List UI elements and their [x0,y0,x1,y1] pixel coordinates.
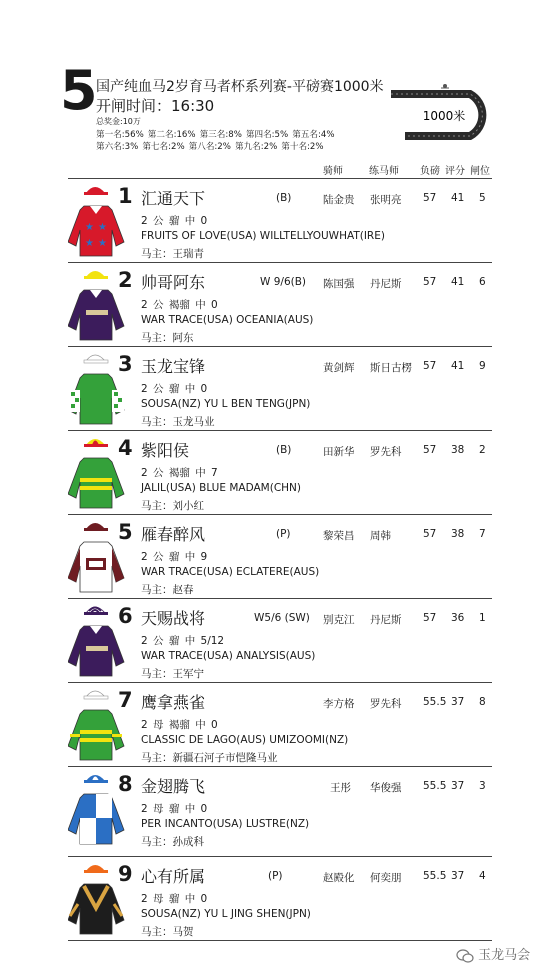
horse-jockey: 赵殿化 [323,872,355,884]
horse-info: 2 母 褐骝 中 0 [141,719,218,731]
race-number: 5 [60,59,98,122]
prize-total: 总奖金:10万 [96,117,141,126]
prize-row-1: 第一名:56% 第二名:16% 第三名:8% 第四名:5% 第五名:4% [96,130,335,140]
horse-owner: 马主：马贺 [141,926,194,938]
wechat-icon [456,948,474,964]
horse-gate: 6 [479,276,486,288]
horse-info: 2 母 骝 中 0 [141,803,208,815]
horse-owner: 马主：王瑞青 [141,248,204,260]
horse-pedigree: WAR TRACE(USA) ECLATERE(AUS) [141,566,320,578]
horse-weight: 57 [423,444,437,456]
horse-entry-1 [68,178,492,260]
horse-entry-5 [68,514,492,596]
race-header [0,0,560,160]
watermark-text: 玉龙马会 [478,948,531,963]
horse-gate: 8 [479,696,486,708]
column-header-gate: 闸位 [470,166,490,177]
race-title: 国产纯血马2岁育马者杯系列赛-平磅赛1000米 [96,79,384,95]
horse-info: 2 公 骝 中 9 [141,551,208,563]
horse-info: 2 公 褐骝 中 7 [141,467,218,479]
horse-entry-4 [68,430,492,512]
horse-weight: 57 [423,612,437,624]
horse-info: 2 母 骝 中 0 [141,893,208,905]
horse-weight: 55.5 [423,870,447,882]
horse-trainer: 华俊强 [370,782,402,794]
horse-jockey: 陆金贵 [323,194,355,206]
svg-text:★: ★ [85,238,94,249]
horse-trainer: 丹尼斯 [370,614,402,626]
horse-equipment: (B) [276,444,292,456]
horse-owner: 马主：刘小红 [141,500,204,512]
horse-gate: 5 [479,192,486,204]
column-header-weight: 负磅 [420,166,440,177]
horse-info: 2 公 褐骝 中 0 [141,299,218,311]
horse-number: 9 [118,862,133,886]
prize-row-2: 第六名:3% 第七名:2% 第八名:2% 第九名:2% 第十名:2% [96,142,324,152]
svg-text:★: ★ [98,238,107,249]
horse-trainer: 罗先科 [370,446,402,458]
horse-owner: 马主：阿东 [141,332,194,344]
horse-pedigree: PER INCANTO(USA) LUSTRE(NZ) [141,818,310,830]
horse-weight: 57 [423,192,437,204]
horse-gate: 9 [479,360,486,372]
horse-jockey: 黄剑辉 [323,362,355,374]
watermark [456,944,530,964]
horse-weight: 57 [423,360,437,372]
horse-weight: 57 [423,528,437,540]
horse-weight: 57 [423,276,437,288]
svg-text:★: ★ [98,222,107,233]
horse-pedigree: JALIL(USA) BLUE MADAM(CHN) [141,482,301,494]
horse-pedigree: SOUSA(NZ) YU L JING SHEN(JPN) [141,908,311,920]
horse-jockey: 黎荣昌 [323,530,355,542]
horse-trainer: 张明亮 [370,194,402,206]
horse-number: 8 [118,772,133,796]
horse-entry-6 [68,598,492,680]
horse-entry-9 [68,856,492,938]
horse-jockey: 李方格 [323,698,355,710]
horse-owner: 马主：玉龙马业 [141,416,215,428]
horse-gate: 3 [479,780,486,792]
track-diagram [385,80,505,140]
horse-name: 帅哥阿东 [141,273,206,292]
horse-entry-7 [68,682,492,764]
horse-rating: 38 [451,528,465,540]
horse-name: 金翅腾飞 [141,777,206,796]
horse-pedigree: WAR TRACE(USA) ANALYSIS(AUS) [141,650,316,662]
horse-pedigree: CLASSIC DE LAGO(AUS) UMIZOOMI(NZ) [141,734,349,746]
horse-gate: 1 [479,612,486,624]
horse-equipment: (P) [268,870,283,882]
horse-number: 1 [118,184,133,208]
horse-equipment: W5/6 (SW) [254,612,310,624]
horse-name: 汇通天下 [141,189,206,208]
horse-number: 6 [118,604,133,628]
horse-info: 2 公 骝 中 0 [141,383,208,395]
horse-number: 4 [118,436,133,460]
horse-entry-3 [68,346,492,428]
horse-gate: 4 [479,870,486,882]
horse-weight: 55.5 [423,780,447,792]
horse-gate: 7 [479,528,486,540]
horse-name: 紫阳侯 [141,441,190,460]
horse-info: 2 公 骝 中 5/12 [141,635,225,647]
horse-name: 雁春醉风 [141,525,206,544]
horse-rating: 41 [451,360,465,372]
horse-equipment: (B) [276,192,292,204]
horse-owner: 马主：王军宁 [141,668,204,680]
horse-weight: 55.5 [423,696,447,708]
horse-name: 鹰拿燕雀 [141,693,206,712]
horse-jockey: 王彤 [330,782,351,794]
horse-rating: 37 [451,780,465,792]
horse-number: 3 [118,352,133,376]
horse-entry-2 [68,262,492,344]
horse-jockey: 别克江 [323,614,355,626]
horse-entry-8 [68,766,492,848]
horse-equipment: W 9/6(B) [260,276,307,288]
horse-pedigree: WAR TRACE(USA) OCEANIA(AUS) [141,314,314,326]
bottom-divider [68,940,492,941]
horse-rating: 36 [451,612,465,624]
horse-rating: 41 [451,192,465,204]
horse-owner: 马主：赵春 [141,584,194,596]
horse-trainer: 罗先科 [370,698,402,710]
horse-jockey: 陈国强 [323,278,355,290]
horse-name: 玉龙宝锋 [141,357,206,376]
horse-jockey: 田新华 [323,446,355,458]
horse-number: 5 [118,520,133,544]
horse-rating: 38 [451,444,465,456]
horse-owner: 马主：孙成科 [141,836,204,848]
horse-rating: 37 [451,870,465,882]
horse-number: 2 [118,268,133,292]
horse-rating: 41 [451,276,465,288]
column-header-jockey: 骑师 [323,166,343,177]
horse-pedigree: FRUITS OF LOVE(USA) WILLTELLYOUWHAT(IRE) [141,230,385,242]
svg-text:★: ★ [85,222,94,233]
track-distance-label: 1000米 [422,109,466,123]
horse-owner: 马主：新疆石河子市恺隆马业 [141,752,278,764]
horse-number: 7 [118,688,133,712]
horse-name: 天赐战将 [141,609,206,628]
horse-gate: 2 [479,444,486,456]
horse-trainer: 周韩 [370,530,391,542]
column-header-trainer: 练马师 [369,166,399,177]
horse-trainer: 斯日古楞 [370,362,412,374]
horse-equipment: (P) [276,528,291,540]
horse-trainer: 丹尼斯 [370,278,402,290]
horse-info: 2 公 骝 中 0 [141,215,208,227]
horse-pedigree: SOUSA(NZ) YU L BEN TENG(JPN) [141,398,311,410]
horse-name: 心有所属 [141,867,206,886]
horse-rating: 37 [451,696,465,708]
horse-trainer: 何奕朋 [370,872,402,884]
race-start-time: 开闸时间：16:30 [96,97,215,115]
column-header-rating: 评分 [445,166,465,177]
